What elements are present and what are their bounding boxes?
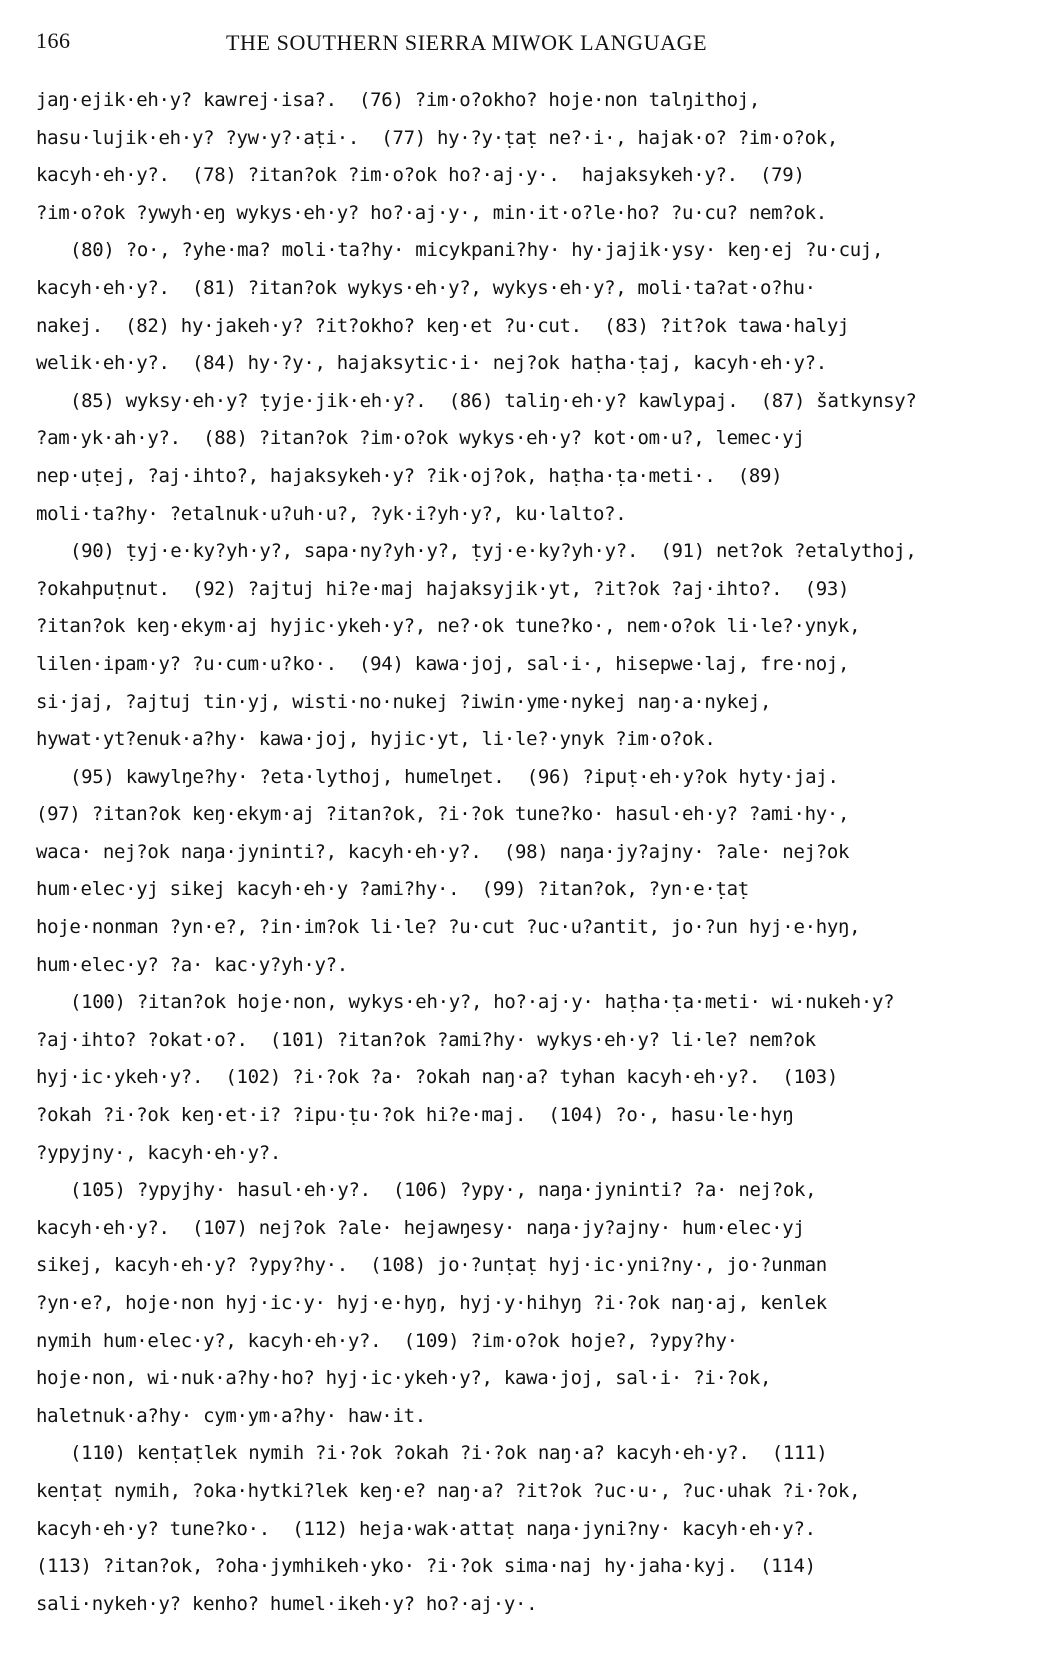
text-line: sikej, kacyh·eh·y? ?ypy?hy·. (108) jo·?unṭaṭ hyj·ic·yni?ny·, jo·?unman xyxy=(36,1254,827,1277)
text-line: hoje·nonman ?yn·e?, ?in·im?ok li·le? ?u·cut ?uc·u?antit, jo·?un hyj·e·hyŋ, xyxy=(36,916,861,939)
text-line: ?aj·ihto? ?okat·o?. (101) ?itan?ok ?ami?hy· wykys·eh·y? li·le? nem?ok xyxy=(36,1028,816,1051)
text-line: ?okahpuṭnut. (92) ?ajtuj hi?e·maj hajaksyjik·yt, ?it?ok ?aj·ihto?. (93) xyxy=(36,577,850,600)
text-line: waca· nej?ok naŋa·jyninti?, kacyh·eh·y?. (98) naŋa·jy?ajny· ?ale· nej?ok xyxy=(36,840,850,863)
text-line: sali·nykeh·y? kenho? humel·ikeh·y? ho?·aj·y·. xyxy=(36,1592,538,1615)
text-line: jaŋ·ejik·eh·y? kawrej·isa?. (76) ?im·o?okho? hoje·non talŋithoj, xyxy=(36,89,761,111)
text-line: hoje·non, wi·nuk·a?hy·ho? hyj·ic·ykeh·y?, kawa·joj, sal·i· ?i·?ok, xyxy=(36,1367,772,1390)
text-line: ?ypyjny·, kacyh·eh·y?. xyxy=(36,1141,282,1164)
text-line: kacyh·eh·y? tune?ko·. (112) heja·wak·attaṭ naŋa·jyni?ny· kacyh·eh·y?. xyxy=(36,1517,816,1540)
text-line: kacyh·eh·y?. (81) ?itan?ok wykys·eh·y?, wykys·eh·y?, moli·ta?at·o?hu· xyxy=(36,276,816,299)
text-line: hum·elec·yj sikej kacyh·eh·y ?ami?hy·. (99) ?itan?ok, ?yn·e·ṭaṭ xyxy=(36,878,749,901)
text-line: ?yn·e?, hoje·non hyj·ic·y· hyj·e·hyŋ, hyj·y·hihyŋ ?i·?ok naŋ·aj, kenlek xyxy=(36,1292,827,1314)
text-line: ?okah ?i·?ok keŋ·et·i? ?ipu·ṭu·?ok hi?e·maj. (104) ?o·, hasu·le·hyŋ xyxy=(36,1104,794,1127)
text-line: haletnuk·a?hy· cym·ym·a?hy· haw·it. xyxy=(36,1404,426,1427)
text-line: (113) ?itan?ok, ?oha·jymhikeh·yko· ?i·?ok sima·naj hy·jaha·kyj. (114) xyxy=(36,1555,816,1578)
text-line: nymih hum·elec·y?, kacyh·eh·y?. (109) ?im·o?ok hoje?, ?ypy?hy· xyxy=(36,1329,738,1352)
text-line: kacyh·eh·y?. (107) nej?ok ?ale· hejawŋesy· naŋa·jy?ajny· hum·elec·yj xyxy=(36,1216,805,1239)
paragraph-start-line: (100) ?itan?ok hoje·non, wykys·eh·y?, ho?·aj·y· haṭha·ṭa·meti· wi·nukeh·y? xyxy=(70,991,895,1014)
text-line: si·jaj, ?ajtuj tin·yj, wisti·no·nukej ?iwin·yme·nykej naŋ·a·nykej, xyxy=(36,690,772,713)
page-header xyxy=(36,28,1036,62)
text-line: kacyh·eh·y?. (78) ?itan?ok ?im·o?ok ho?·aj·y·. hajaksykeh·y?. (79) xyxy=(36,164,805,187)
paragraph-start-line: (110) kenṭaṭlek nymih ?i·?ok ?okah ?i·?ok naŋ·a? kacyh·eh·y?. (111) xyxy=(70,1442,828,1465)
text-line: welik·eh·y?. (84) hy·?y·, hajaksytic·i· nej?ok haṭha·ṭaj, kacyh·eh·y?. xyxy=(36,352,827,375)
paragraph-start-line: (95) kawylŋe?hy· ?eta·lythoj, humelŋet. (96) ?ipuṭ·eh·y?ok hyty·jaj. xyxy=(70,765,839,788)
paragraph-start-line: (80) ?o·, ?yhe·ma? moli·ta?hy· micykpani?hy· hy·jajik·ysy· keŋ·ej ?u·cuj, xyxy=(70,239,884,262)
paragraph-start-line: (105) ?ypyjhy· hasul·eh·y?. (106) ?ypy·, naŋa·jyninti? ?a· nej?ok, xyxy=(70,1179,817,1202)
running-head: THE SOUTHERN SIERRA MIWOK LANGUAGE xyxy=(226,30,708,55)
text-line: hyj·ic·ykeh·y?. (102) ?i·?ok ?a· ?okah naŋ·a? tyhan kacyh·eh·y?. (103) xyxy=(36,1066,839,1089)
paragraph-start-line: (90) ṭyj·e·ky?yh·y?, sapa·ny?yh·y?, ṭyj·e·ky?yh·y?. (91) net?ok ?etalythoj, xyxy=(70,540,917,563)
text-line: nep·uṭej, ?aj·ihto?, hajaksykeh·y? ?ik·oj?ok, haṭha·ṭa·meti·. (89) xyxy=(36,464,783,487)
text-line: hasu·lujik·eh·y? ?yw·y?·aṭi·. (77) hy·?y·ṭaṭ ne?·i·, hajak·o? ?im·o?ok, xyxy=(36,126,839,149)
text-line: (97) ?itan?ok keŋ·ekym·aj ?itan?ok, ?i·?ok tune?ko· hasul·eh·y? ?ami·hy·, xyxy=(36,803,850,826)
text-line: ?am·yk·ah·y?. (88) ?itan?ok ?im·o?ok wykys·eh·y? kot·om·u?, lemec·yj xyxy=(36,427,805,450)
text-body xyxy=(36,82,1036,1623)
text-line: hywat·yt?enuk·a?hy· kawa·joj, hyjic·yt, li·le?·ynyk ?im·o?ok. xyxy=(36,728,716,751)
text-line: lilen·ipam·y? ?u·cum·u?ko·. (94) kawa·joj, sal·i·, hisepwe·laj, fre·noj, xyxy=(36,652,850,675)
text-line: hum·elec·y? ?a· kac·y?yh·y?. xyxy=(36,953,348,976)
text-line: kenṭaṭ nymih, ?oka·hytki?lek keŋ·e? naŋ·a? ?it?ok ?uc·u·, ?uc·uhak ?i·?ok, xyxy=(36,1479,861,1502)
text-line: ?itan?ok keŋ·ekym·aj hyjic·ykeh·y?, ne?·ok tune?ko·, nem·o?ok li·le?·ynyk, xyxy=(36,615,861,638)
text-line: ?im·o?ok ?ywyh·eŋ wykys·eh·y? ho?·aj·y·, min·it·o?le·ho? ?u·cu? nem?ok. xyxy=(36,201,827,224)
page-number: 166 xyxy=(36,28,71,53)
text-line: nakej. (82) hy·jakeh·y? ?it?okho? keŋ·et ?u·cut. (83) ?it?ok tawa·halyj xyxy=(36,314,850,337)
paragraph-start-line: (85) wyksy·eh·y? ṭyje·jik·eh·y?. (86) taliŋ·eh·y? kawlypaj. (87) šatkynsy? xyxy=(70,389,917,412)
text-line: moli·ta?hy· ?etalnuk·u?uh·u?, ?yk·i?yh·y?, ku·lalto?. xyxy=(36,502,627,525)
